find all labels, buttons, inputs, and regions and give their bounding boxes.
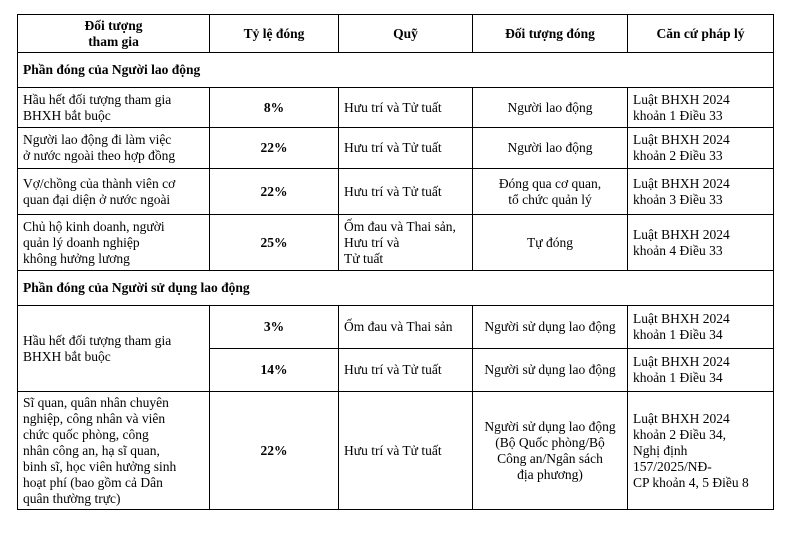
header-rate: Tỷ lệ đóng	[210, 15, 339, 53]
table-row	[18, 88, 774, 128]
cell-payer: Đóng qua cơ quan, tổ chức quản lý	[473, 169, 628, 215]
table-row	[18, 215, 774, 271]
table-row	[18, 392, 774, 510]
cell-payer: Người lao động	[473, 128, 628, 169]
cell-fund: Hưu trí và Tử tuất	[339, 128, 473, 169]
cell-legal: Luật BHXH 2024 khoản 1 Điều 34	[628, 306, 774, 349]
table-row	[18, 306, 774, 349]
cell-subject: Sĩ quan, quân nhân chuyên nghiệp, công nhân và viên chức quốc phòng, công nhân công an, hạ sĩ quan, binh sĩ, học viên hưởng sinh hoạt phí (bao gồm cả Dân quân thường trực)	[18, 392, 210, 510]
cell-payer: Người sử dụng lao động (Bộ Quốc phòng/Bộ Công an/Ngân sách địa phương)	[473, 392, 628, 510]
cell-fund: Hưu trí và Tử tuất	[339, 392, 473, 510]
cell-rate: 14%	[210, 349, 339, 392]
section-employee-title: Phần đóng của Người lao động	[18, 53, 774, 88]
section-row	[18, 271, 774, 306]
cell-fund: Ốm đau và Thai sản, Hưu trí và Tử tuất	[339, 215, 473, 271]
cell-rate: 3%	[210, 306, 339, 349]
cell-fund: Ốm đau và Thai sản	[339, 306, 473, 349]
cell-payer: Người sử dụng lao động	[473, 306, 628, 349]
cell-legal: Luật BHXH 2024 khoản 1 Điều 33	[628, 88, 774, 128]
header-payer: Đối tượng đóng	[473, 15, 628, 53]
cell-legal: Luật BHXH 2024 khoản 3 Điều 33	[628, 169, 774, 215]
cell-rate: 22%	[210, 169, 339, 215]
cell-rate: 22%	[210, 128, 339, 169]
table-row	[18, 128, 774, 169]
cell-rate: 22%	[210, 392, 339, 510]
header-fund: Quỹ	[339, 15, 473, 53]
cell-payer: Tự đóng	[473, 215, 628, 271]
cell-subject: Vợ/chồng của thành viên cơ quan đại diện ở nước ngoài	[18, 169, 210, 215]
cell-legal: Luật BHXH 2024 khoản 2 Điều 33	[628, 128, 774, 169]
cell-payer: Người sử dụng lao động	[473, 349, 628, 392]
section-employer-title: Phần đóng của Người sử dụng lao động	[18, 271, 774, 306]
cell-fund: Hưu trí và Tử tuất	[339, 169, 473, 215]
cell-rate: 8%	[210, 88, 339, 128]
cell-subject: Người lao động đi làm việc ở nước ngoài theo hợp đồng	[18, 128, 210, 169]
cell-fund: Hưu trí và Tử tuất	[339, 88, 473, 128]
cell-subject: Hầu hết đối tượng tham gia BHXH bắt buộc	[18, 306, 210, 392]
header-legal: Căn cứ pháp lý	[628, 15, 774, 53]
table-row	[18, 169, 774, 215]
section-row	[18, 53, 774, 88]
header-row	[18, 15, 774, 53]
contribution-table	[17, 14, 774, 510]
cell-subject: Chủ hộ kinh doanh, người quản lý doanh nghiệp không hưởng lương	[18, 215, 210, 271]
cell-legal: Luật BHXH 2024 khoản 4 Điều 33	[628, 215, 774, 271]
cell-legal: Luật BHXH 2024 khoản 2 Điều 34, Nghị định 157/2025/NĐ- CP khoản 4, 5 Điều 8	[628, 392, 774, 510]
cell-fund: Hưu trí và Tử tuất	[339, 349, 473, 392]
cell-subject: Hầu hết đối tượng tham gia BHXH bắt buộc	[18, 88, 210, 128]
cell-rate: 25%	[210, 215, 339, 271]
header-subject: Đối tượng tham gia	[18, 15, 210, 53]
cell-legal: Luật BHXH 2024 khoản 1 Điều 34	[628, 349, 774, 392]
cell-payer: Người lao động	[473, 88, 628, 128]
